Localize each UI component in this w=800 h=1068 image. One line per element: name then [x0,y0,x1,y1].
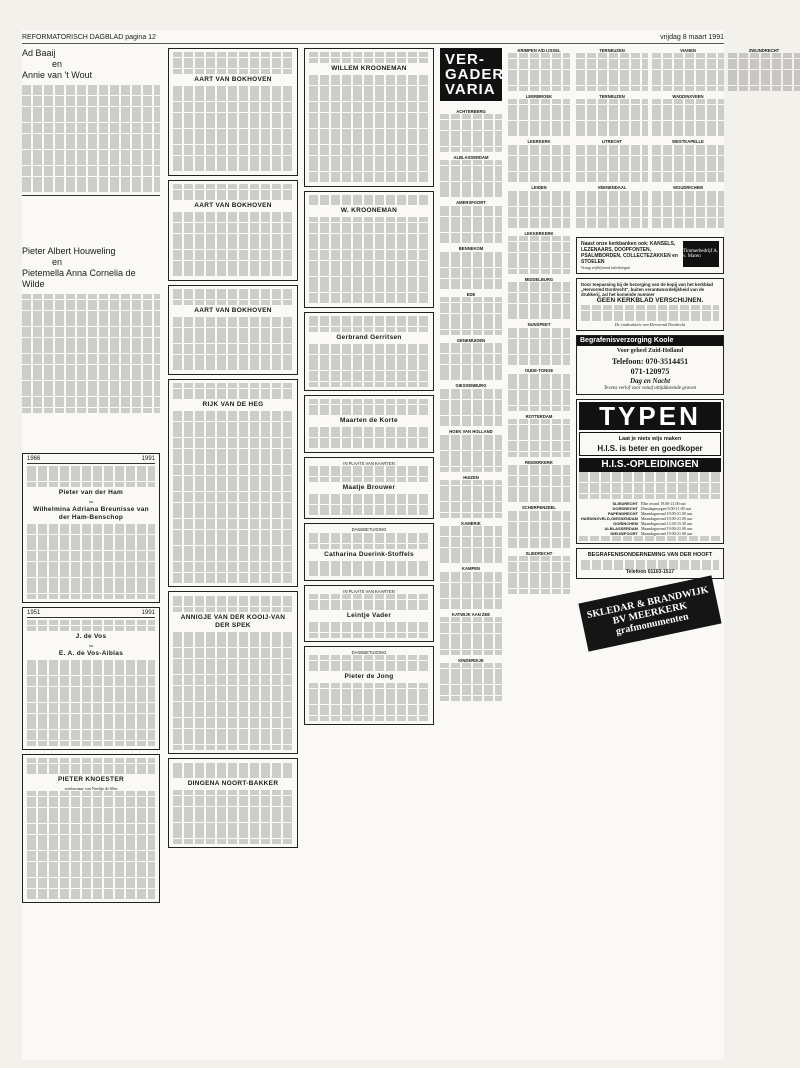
ad-name: E. A. de Vos-Aiblas [58,649,124,657]
meeting-entry [440,521,502,564]
ad-name: Wilhelmina Adriana Breunisse van der Ham-Benschop [33,505,149,521]
course-place: SLIEDRECHT [612,500,638,506]
meeting-place: VEENENDAAL [597,185,627,191]
meeting-entry [508,414,570,457]
notice-head: IN PLAATS VAN KAARTEN [343,460,395,466]
notice-text: Door toepassing bij de bezorging van de kopij van het kerkblad „Hervormd Dordrecht", buiten verantwoordelijkheid van de drukkerij, zal het komende nummer [581,282,713,297]
meeting-entry [440,200,502,243]
meeting-place: MIDDELBURG [524,276,554,282]
column-obituaries-a [168,48,298,1058]
day-night: Dag en Nacht [629,376,671,385]
obituary-van-der-kooij [168,591,298,754]
meeting-entry [440,338,502,381]
ad-name: Pieter van der Ham [58,488,124,496]
meeting-entry [508,231,570,274]
thanks-duerink [304,523,434,580]
ad-title: Begrafenisverzorging Koole [577,336,723,346]
ad-en: en [52,59,63,69]
meeting-place: ALBLASSERDAM [453,154,489,160]
ad-name: PIETER KNOESTER [58,776,124,784]
ad-en: en [89,642,93,648]
meeting-entry [508,139,570,182]
notice-head: DANKBETUIGING [351,650,387,656]
meeting-entry [508,505,570,548]
meeting-entry [440,109,502,152]
meeting-place: LEKKERKERK [524,230,554,236]
ad-name: ANNIGJE VAN DER KOOIJ-VAN DER SPEK [180,613,286,629]
meeting-entry [440,383,502,426]
ad-name: Catharina Duerink-Stoffels [324,550,414,558]
meeting-entry [440,658,502,701]
notice-head: DANKBETUIGING [351,527,387,533]
ad-name: W. KROONEMAN [340,207,398,215]
vergader-varia-logo: VER-GADER VARIA [440,48,502,101]
meeting-place: AMERSFOORT [456,200,486,206]
meeting-place: WESTKAPELLE [672,139,704,145]
meeting-place: NUNSPEET [527,322,551,328]
meeting-place: KRIMPEN A/D IJSSEL [517,48,561,53]
ad-kansels-text: Naast onze kerkbanken ook: KANSELS, LEZENAARS, DOOPFONTEN, PSALMBORDEN, COLLECTEZAKKEN en STOELEN [581,241,678,265]
meeting-place: WADDINXVEEN [672,93,704,99]
meeting-place: KATWIJK AAN ZEE [451,612,491,618]
meeting-place: GIESSENBURG [455,383,487,389]
phone-2: 071-120975 [630,366,670,376]
ad-note: Tevens verlof voor vanaf altijddurende graven [603,385,697,391]
course-place: NIEUWPOORT [610,530,638,536]
column-family-notices [22,48,160,1058]
phone: Telefoon 01103-1517 [625,569,675,576]
meeting-place: TERNEUZEN [599,93,625,99]
thanks-de-jong [304,646,434,725]
meeting-place: GENEMUIDEN [456,337,486,343]
year-end: 1991 [141,455,155,462]
ad-name: Leintje Vader [346,611,392,619]
meeting-entry [652,48,724,91]
meeting-entry [508,94,570,137]
page-date: vrijdag 8 maart 1991 [660,34,724,41]
meeting-list [508,48,570,594]
ad-name: Pietemella Anna Cornelia de Wilde [22,268,136,290]
course-time: Maandagavond 19.00-21.00 uur [641,515,693,521]
meeting-place: KINDERDIJK [458,657,484,663]
meeting-entry [508,322,570,365]
meeting-place: ROTTERDAM [525,413,553,419]
meeting-entry [576,94,648,137]
notice-head: IN PLAATS VAN KAARTEN [343,588,395,594]
obituary-noort-bakker [168,758,298,848]
ad-name: Annie van 't Wout [22,70,93,80]
thanks-brouwer [304,457,434,520]
meeting-place: SCHERPENZEEL [522,505,556,511]
ad-name: Gerbrand Gerritsen [336,333,402,341]
meeting-entry [576,48,648,91]
ad-en: en [52,257,63,268]
ad-name: Pieter de Jong [344,673,394,681]
timmerbedrijf-logo-icon: Timmerbedrijf A. v. Maren [683,241,719,267]
course-place: DORDRECHT [612,505,638,511]
meeting-list [576,48,780,233]
ad-name: AART VAN BOKHOVEN [194,306,272,314]
ad-name: Ad Baaij [22,48,56,58]
meeting-list [440,109,502,701]
course-location-row [579,531,721,536]
meeting-place: ACHTERBERG [456,109,486,114]
ad-name: WILLEM KROONEMAN [331,64,407,72]
meeting-entry [508,460,570,503]
year-start: 1966 [27,455,41,462]
obituary-bokhoven-2 [168,180,298,281]
paper-name: REFORMATORISCH DAGBLAD pagina 12 [22,34,156,41]
ad-kerkmeubilair [576,237,724,274]
course-place: GORINCHEM [613,520,638,526]
ad-begrafenis-koole [576,335,724,395]
thanks-vader [304,585,434,642]
ad-name: Maarten de Korte [340,417,398,425]
ad-name: AART VAN BOKHOVEN [194,201,272,209]
typen-banner: TYPEN [579,402,721,430]
ad-name: Pieter Albert Houweling [22,246,116,257]
meeting-entry [440,429,502,472]
course-time: Dinsdagmorgen 9.00-11.00 uur [641,505,691,511]
meeting-place: TERNEUZEN [599,48,625,53]
column-meetings-c-and-ads [576,48,780,1058]
obituary-bokhoven-1 [168,48,298,176]
meeting-entry [508,551,570,594]
meeting-place: BENNEKOM [458,246,484,252]
obituary-krooneman-2 [304,191,434,308]
meeting-entry [652,94,724,137]
ad-kansels-sub: Vraag vrijblijvend inlichtingen [581,265,631,270]
ad-name: Maatje Brouwer [342,483,396,491]
obituary-van-de-heg [168,379,298,588]
ad-name: DINGENA NOORT-BAKKER [187,780,279,788]
obituary-bokhoven-3 [168,285,298,375]
his-slogan-1: Laat je niets wijs maken [618,435,682,442]
year-start: 1951 [27,610,41,617]
ad-skledar-brandwijk: SKLEDAR & BRANDWIJK BV MEERKERK grafmonumenten [578,576,721,652]
meeting-entry [576,139,648,182]
meeting-place: RIDDERKERK [525,459,553,465]
ad-van-der-hooft [576,548,724,579]
obituary-de-korte [304,395,434,453]
meeting-entry [508,368,570,411]
meeting-place: LEIDEN [531,185,547,191]
meeting-place: VIANEN [680,48,696,53]
wedding-ad-houweling [22,246,160,412]
meeting-place: ZWIJNDRECHT [748,48,780,53]
meeting-entry [508,185,570,228]
meeting-entry [508,277,570,320]
column-meetings-b [508,48,570,1058]
his-slogan-2: H.I.S. is beter en goedkoper [597,443,703,453]
ad-name: J. de Vos [75,632,107,640]
ad-name: RIJK VAN DE HEG [202,400,264,408]
meeting-entry [652,139,724,182]
obituary-knoester [22,754,160,903]
ad-name: AART VAN BOKHOVEN [194,75,272,83]
ad-subtitle: weduwnaar van Neeltje de Mos [64,786,118,792]
column-meetings-a [440,48,505,1058]
course-time: Maandagavond 19.00-21.00 uur [641,530,693,536]
ad-subtitle: Voor geheel Zuid-Holland [616,347,684,354]
obituary-krooneman [304,48,434,187]
meeting-entry [440,475,502,518]
notice-headline: GEEN KERKBLAD VERSCHIJNEN. [596,297,704,304]
meeting-entry [440,292,502,335]
meeting-place: EDE [466,291,476,297]
meeting-place: HOEK VAN HOLLAND [449,429,493,435]
opleidingen-banner: H.I.S.-OPLEIDINGEN [579,458,721,472]
course-place: HARDINXVELD-GIESSENDAM [580,515,638,521]
page-header [22,30,724,44]
ad-en: en [89,498,93,504]
meeting-entry [440,155,502,198]
meeting-entry [440,566,502,609]
meeting-place: SLIEDRECHT [525,551,553,557]
meeting-place: LEERBROEK [525,93,553,99]
course-place: PAPENDRECHT [607,510,638,516]
meeting-place: OUDE-TONGE [524,368,554,374]
meeting-place: HUIZEN [463,474,479,480]
newspaper-page [22,30,780,1060]
meeting-place: KAMERIK [461,520,481,526]
meeting-entry [576,185,648,228]
meeting-place: WOUDRICHEM [673,185,703,191]
meeting-entry [440,246,502,289]
meeting-entry [652,185,724,228]
ad-title: BEGRAFENISONDERNEMING VAN DER HOOFT [587,552,713,559]
course-time: Maandagavond 13.30-15.30 uur [641,520,693,526]
meeting-place: LEERKERK [527,139,551,145]
course-place: ALBLASSERDAM [604,525,638,531]
course-time: Maandagavond 19.00-21.00 uur [641,510,693,516]
year-end: 1991 [141,610,155,617]
meeting-place: KAMPEN [461,566,481,572]
anniversary-ad-de-vos [22,607,160,750]
notice-signature: De eindredactie van Hervormd Dordrecht [614,321,686,327]
wedding-ad-baaij [22,48,160,192]
anniversary-ad-van-der-ham [22,453,160,604]
meeting-place: UTRECHT [601,139,622,145]
course-time: Elke avond 19.00-21.00 uur [641,500,686,506]
course-time: Maandagavond 19.00-21.00 uur [641,525,693,531]
phone-1: Telefoon: 070-3514451 [611,356,689,366]
column-obituaries-b [304,48,434,1058]
course-locations [579,501,721,536]
meeting-entry [508,48,570,91]
notice-kerkblad [576,278,724,331]
meeting-entry [728,48,800,91]
obituary-gerritsen [304,312,434,391]
meeting-entry [440,612,502,655]
ad-his-typen [576,399,724,545]
